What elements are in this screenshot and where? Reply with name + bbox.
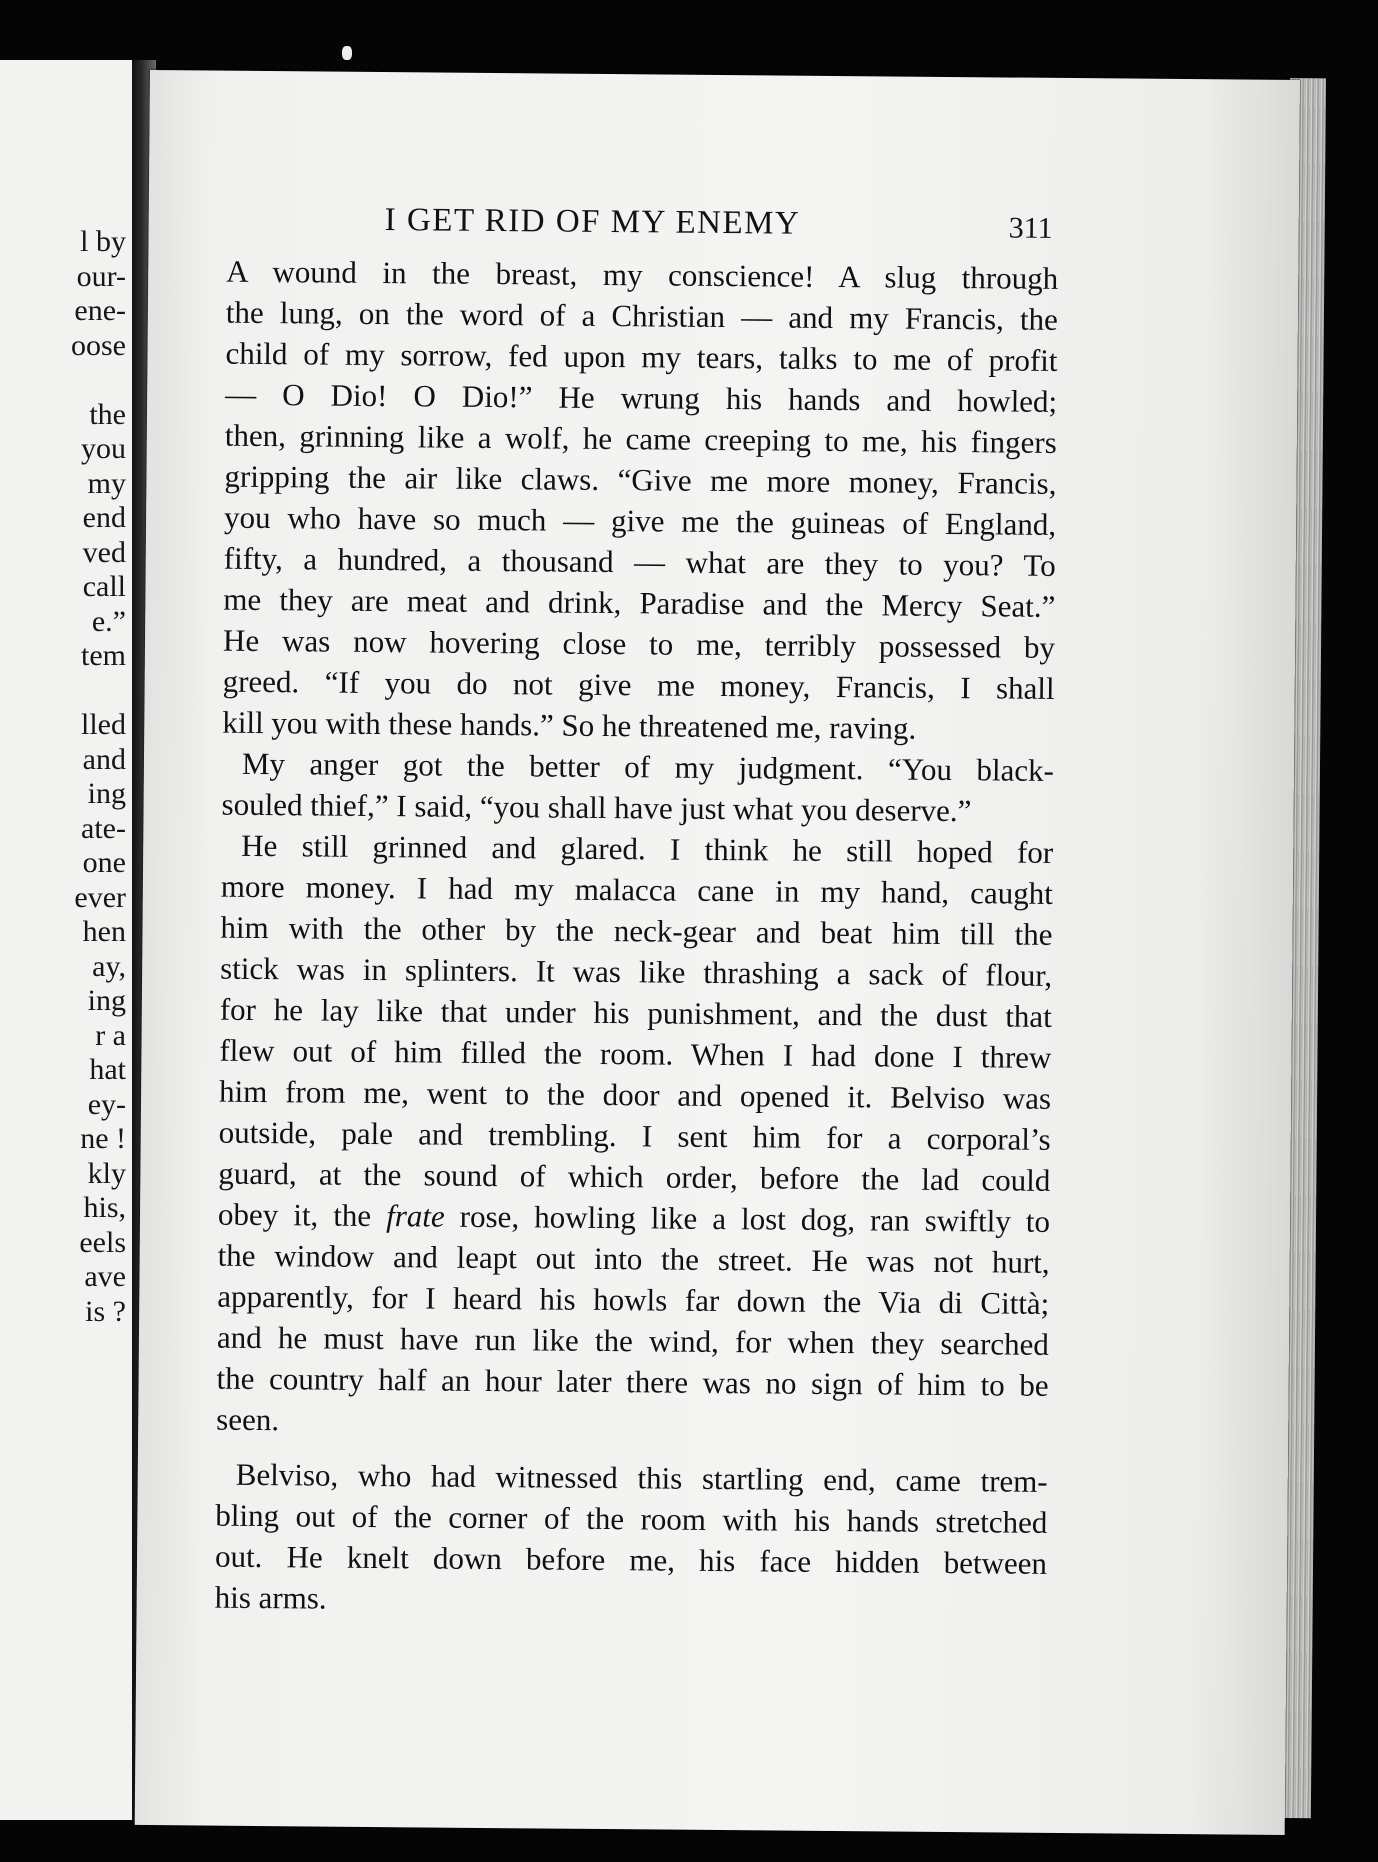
facing-page-fragment: tem bbox=[81, 639, 126, 672]
text-line: A wound in the breast, my conscience! A slug through bbox=[226, 253, 1059, 296]
facing-page-fragment: eels bbox=[79, 1225, 126, 1259]
text-line: stick was in splinters. It was like thrashing a sack of flour, bbox=[220, 950, 1053, 993]
facing-page-fragment: r a bbox=[95, 1018, 126, 1052]
text-line: child of my sorrow, fed upon my tears, talks to me of profit bbox=[225, 335, 1058, 378]
text-line: My anger got the better of my judgment. “You black- bbox=[241, 745, 1055, 788]
text-line: him with the other by the neck-gear and beat him till the bbox=[220, 909, 1053, 952]
text-line: — O Dio! O Dio!” He wrung his hands and howled; bbox=[225, 376, 1058, 419]
facing-page-fragment: lled bbox=[81, 708, 126, 741]
page-number: 311 bbox=[1008, 211, 1053, 245]
facing-page-fragment: ing bbox=[87, 984, 126, 1017]
text-line: and he must have run like the wind, for when they searched bbox=[216, 1319, 1050, 1362]
text-line: seen. bbox=[216, 1401, 280, 1438]
text-line: me they are meat and drink, Paradise and the Mercy Seat.” bbox=[223, 581, 1056, 624]
paragraph bbox=[214, 1454, 1047, 1625]
facing-page-fragment: ne ! bbox=[80, 1122, 126, 1155]
text-line: his arms. bbox=[214, 1579, 327, 1616]
facing-page-fragment: you bbox=[81, 432, 126, 465]
text-line: more money. I had my malacca cane in my hand, caught bbox=[220, 868, 1054, 911]
text-line: He still grinned and glared. I think he still hoped for bbox=[241, 827, 1054, 870]
running-head: I GET RID OF MY ENEMY bbox=[384, 202, 801, 242]
paragraph bbox=[216, 825, 1053, 1447]
text-line: the window and leapt out into the street. He was not hurt, bbox=[217, 1237, 1050, 1280]
facing-page-fragment: ever bbox=[74, 880, 126, 914]
text-line: outside, pale and trembling. I sent him for a corporal’s bbox=[218, 1114, 1051, 1157]
facing-page-fragment: kly bbox=[87, 1156, 126, 1190]
facing-page-fragment: ey- bbox=[87, 1087, 126, 1121]
facing-page-fragment: the bbox=[89, 397, 126, 431]
text-line: flew out of him filled the room. When I had done I threw bbox=[219, 1032, 1052, 1075]
text-line: then, grinning like a wolf, he came creeping to me, his fingers bbox=[224, 417, 1057, 460]
facing-page-fragment: hen bbox=[82, 915, 126, 948]
facing-page-fragment: one bbox=[82, 846, 126, 879]
text-line: out. He knelt down before me, his face hidden between bbox=[214, 1538, 1048, 1581]
facing-page-fragment: ved bbox=[82, 535, 126, 569]
facing-page-fragment: his, bbox=[83, 1191, 126, 1224]
scan-speck bbox=[342, 46, 352, 60]
facing-page-fragment: and bbox=[82, 742, 126, 776]
facing-page-fragment: oose bbox=[71, 328, 126, 362]
text-line: gripping the air like claws. “Give me more money, Francis, bbox=[224, 458, 1057, 501]
text-line: souled thief,” I said, “you shall have just what you deserve.” bbox=[221, 786, 972, 829]
text-line: for he lay like that under his punishment, and the dust that bbox=[219, 991, 1052, 1034]
text-line: you who have so much — give me the guineas of England, bbox=[223, 499, 1057, 542]
text-line: He was now hovering close to me, terribly possessed by bbox=[222, 622, 1056, 665]
paragraph bbox=[221, 743, 1054, 832]
text-line: Belviso, who had witnessed this startling end, came trem- bbox=[235, 1456, 1048, 1499]
facing-page-fragment: ene- bbox=[74, 294, 126, 327]
facing-page-fragment: e.” bbox=[91, 604, 126, 638]
facing-page-fragment: l by bbox=[80, 225, 126, 258]
text-line: apparently, for I heard his howls far down the Via di Città; bbox=[217, 1278, 1050, 1321]
text-line: greed. “If you do not give me money, Francis, I shall bbox=[222, 663, 1055, 706]
facing-page-fragment: ay, bbox=[92, 949, 126, 983]
facing-page-fragment: ave bbox=[84, 1260, 126, 1293]
facing-page-fragment: ing bbox=[87, 777, 126, 810]
text-line: the lung, on the word of a Christian — and my Francis, the bbox=[225, 294, 1059, 337]
facing-page-fragment: ate- bbox=[81, 811, 126, 845]
book-page bbox=[135, 70, 1300, 1835]
facing-page-fragment: my bbox=[87, 466, 126, 500]
facing-page-fragment: end bbox=[82, 501, 126, 534]
text-line: guard, at the sound of which order, before the lad could bbox=[218, 1155, 1051, 1198]
text-line: obey it, the frate rose, howling like a lost dog, ran swiftly to bbox=[217, 1196, 1051, 1239]
text-line: bling out of the corner of the room with his hands stretched bbox=[215, 1497, 1048, 1540]
facing-page-fragment: is ? bbox=[85, 1294, 126, 1328]
facing-page-fragment: call bbox=[82, 570, 126, 603]
text-line: fifty, a hundred, a thousand — what are they to you? To bbox=[223, 540, 1056, 583]
facing-page-left bbox=[0, 60, 132, 1820]
facing-page-fragment: hat bbox=[89, 1053, 126, 1086]
paragraph bbox=[222, 251, 1058, 750]
text-line: kill you with these hands.” So he threatened me, raving. bbox=[222, 704, 917, 746]
facing-page-fragment: our- bbox=[76, 259, 126, 293]
text-line: the country half an hour later there was no sign of him to be bbox=[216, 1360, 1049, 1403]
body-text bbox=[214, 251, 1058, 1625]
text-line: him from me, went to the door and opened it. Belviso was bbox=[218, 1073, 1052, 1116]
